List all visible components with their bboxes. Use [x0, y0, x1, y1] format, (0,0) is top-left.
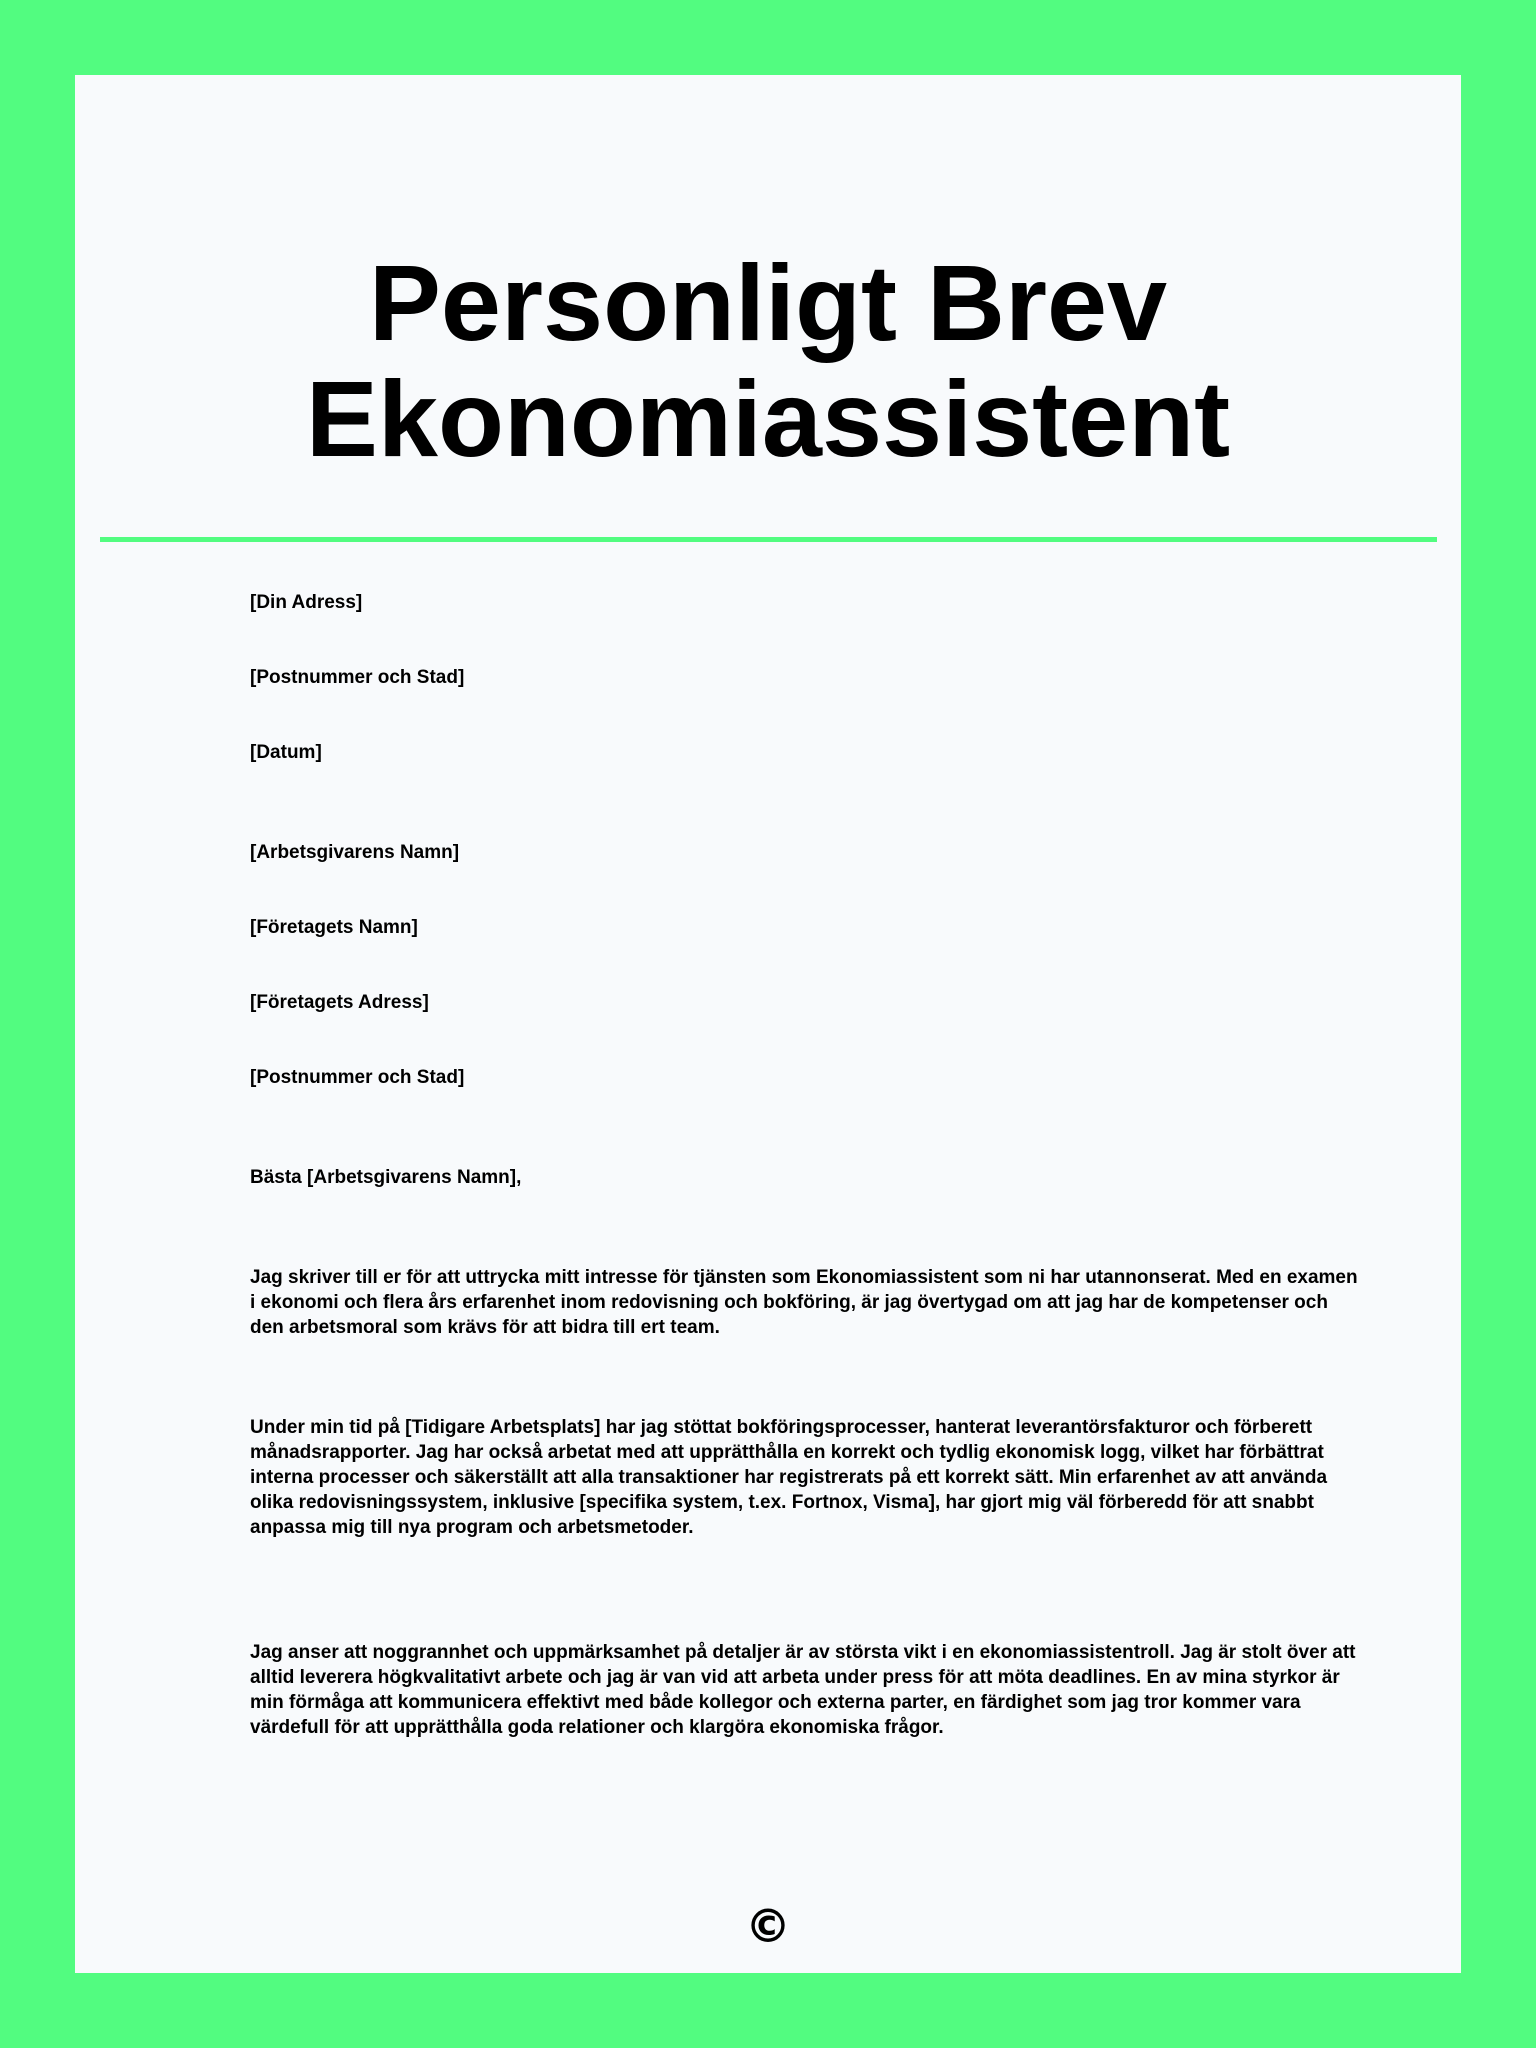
- recipient-postal-city: [Postnummer och Stad]: [250, 1067, 465, 1088]
- page-title: [75, 242, 1461, 479]
- recipient-employer-name: [Arbetsgivarens Namn]: [250, 842, 460, 863]
- recipient-company-name: [Företagets Namn]: [250, 917, 418, 938]
- sender-postal-city: [Postnummer och Stad]: [250, 667, 465, 688]
- body-paragraph-1: Jag skriver till er för att uttrycka mitt intresse för tjänsten som Ekonomiassistent som ni har utannonserat. Med en examen i ekonomi och flera års erfarenhet inom redovisning och bokföring, är jag övertygad om att jag har de kompetenser och den arbetsmoral som krävs för att bidra till ert team.: [250, 1267, 1358, 1338]
- sender-address: [Din Adress]: [250, 592, 363, 613]
- greeting: Bästa [Arbetsgivarens Namn],: [250, 1167, 522, 1188]
- body-paragraph-2: Under min tid på [Tidigare Arbetsplats] har jag stöttat bokföringsprocesser, hanterat leverantörsfakturor och förberett månadsrapporter. Jag har också arbetat med att upprätthålla en korrekt och tydlig ekonomisk logg, vilket har förbättrat interna processer och säkerställt att alla transaktioner har registrerats på ett korrekt sätt. Min erfarenhet av att använda olika redovisningssystem, inklusive [specifika system, t.ex. Fortnox, Visma], har gjort mig väl förberedd för att snabbt anpassa mig till nya program och arbetsmetoder.: [250, 1417, 1328, 1538]
- letter-page: [75, 75, 1461, 1973]
- letter-date: [Datum]: [250, 742, 322, 763]
- recipient-company-address: [Företagets Adress]: [250, 992, 429, 1013]
- title-line-1: Personligt Brev: [368, 242, 1168, 363]
- title-line-2: Ekonomiassistent: [305, 358, 1231, 479]
- copyright-icon: ©: [745, 1899, 791, 1953]
- title-divider: [100, 537, 1437, 542]
- body-paragraph-3: Jag anser att noggrannhet och uppmärksamhet på detaljer är av största vikt i en ekonomiassistentroll. Jag är stolt över att alltid leverera högkvalitativt arbete och jag är van vid att arbeta under press för att möta deadlines. En av mina styrkor är min förmåga att kommunicera effektivt med både kollegor och externa parter, en färdighet som jag tror kommer vara värdefull för att upprätthålla goda relationer och klargöra ekonomiska frågor.: [250, 1642, 1356, 1738]
